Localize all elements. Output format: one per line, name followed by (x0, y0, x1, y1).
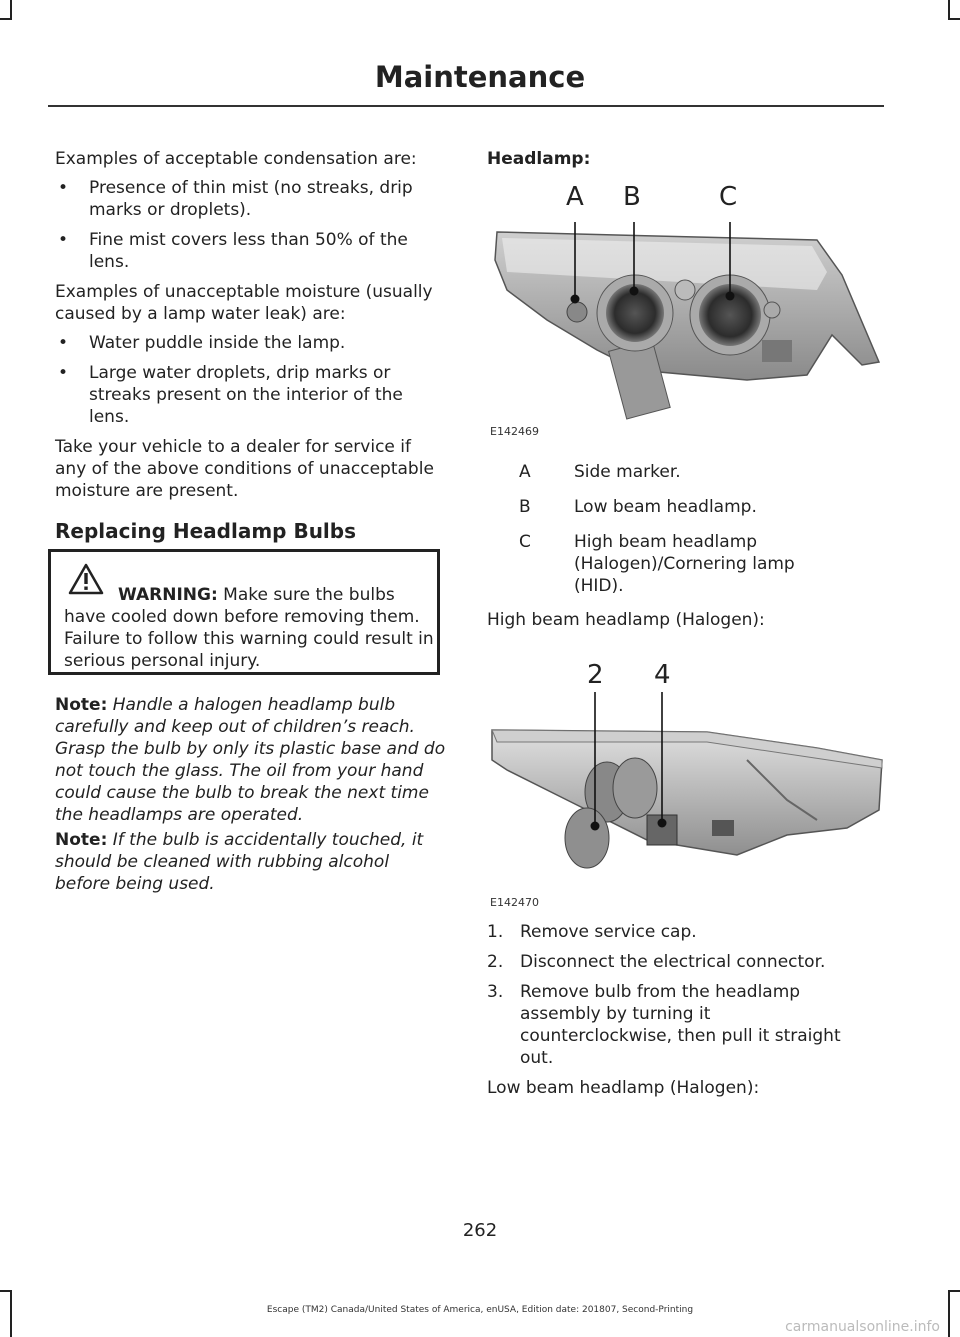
callout-b: B (623, 182, 641, 212)
callout-c: C (719, 182, 738, 212)
note-label: Note: (55, 695, 108, 715)
low-beam-label: Low beam headlamp (Halogen): (487, 1078, 760, 1098)
warning-body: Make sure the bulbs have cooled down before removing them. Failure to follow this warning could result in serious personal injury. (64, 585, 434, 671)
header-divider (48, 105, 884, 107)
warning-label: WARNING: (118, 585, 218, 605)
step-number: 3. (487, 982, 504, 1002)
note-handle-bulb (55, 694, 447, 826)
step-item (487, 981, 865, 1069)
edition-info: Escape (TM2) Canada/United States of America, enUSA, Edition date: 201807, Second-Printing (266, 1305, 694, 1315)
list-item: • Fine mist covers less than 50% of the lens. (55, 229, 447, 273)
headlamp-label: Headlamp: (487, 149, 591, 169)
high-beam-label: High beam headlamp (Halogen): (487, 610, 765, 630)
callout-a: A (566, 182, 584, 212)
acceptable-list (55, 177, 447, 273)
crop-mark (10, 0, 12, 18)
list-item: • Presence of thin mist (no streaks, drip marks or droplets). (55, 177, 447, 221)
acceptable-intro: Examples of acceptable condensation are: (55, 149, 417, 169)
legend-key: C (519, 532, 531, 552)
legend-text: Low beam headlamp. (574, 497, 757, 517)
page-title: Maintenance (374, 60, 586, 94)
headlamp-figure (487, 180, 887, 442)
high-beam-figure (487, 650, 887, 890)
crop-mark (0, 1290, 12, 1292)
watermark: carmanualsonline.info (785, 1319, 940, 1335)
step-item (487, 921, 887, 943)
unacceptable-list (55, 332, 447, 428)
note-touched-bulb (55, 829, 447, 895)
legend-text: Side marker. (574, 462, 681, 482)
step-text: Disconnect the electrical connector. (520, 952, 826, 972)
callout-4: 4 (654, 660, 671, 690)
crop-mark (0, 18, 12, 20)
figure-id: E142470 (490, 896, 539, 909)
unacceptable-intro: Examples of unacceptable moisture (usually caused by a lamp water leak) are: (55, 282, 433, 324)
list-item: • Water puddle inside the lamp. (55, 332, 447, 354)
step-item (487, 951, 887, 973)
step-text: Remove service cap. (520, 922, 697, 942)
crop-mark (948, 1290, 960, 1292)
list-item: • Large water droplets, drip marks or streaks present on the interior of the lens. (55, 362, 447, 428)
step-number: 1. (487, 922, 504, 942)
figure-id: E142469 (490, 425, 539, 438)
left-column (55, 148, 447, 542)
callout-2: 2 (587, 660, 604, 690)
legend-key: A (519, 462, 531, 482)
warning-box (48, 549, 440, 675)
warning-text (64, 584, 439, 672)
steps-list (487, 921, 887, 1099)
note-label: Note: (55, 830, 108, 850)
step-number: 2. (487, 952, 504, 972)
page-number: 262 (462, 1220, 498, 1241)
legend-key: B (519, 497, 531, 517)
section-heading: Replacing Headlamp Bulbs (55, 519, 357, 543)
crop-mark (948, 18, 960, 20)
dealer-text: Take your vehicle to a dealer for service if any of the above conditions of unacceptable moisture are present. (55, 437, 434, 501)
legend-text: High beam headlamp (Halogen)/Cornering lamp (HID). (574, 532, 795, 596)
note-text: Handle a halogen headlamp bulb carefully and keep out of children’s reach. Grasp the bulb by only its plastic base and do not touch the glass. The oil from your hand could cause the bulb to break the next time the headlamps are operated. (55, 695, 446, 825)
crop-mark (948, 0, 950, 18)
step-text: Remove bulb from the headlamp assembly by turning it counterclockwise, then pull it straight out. (520, 982, 841, 1068)
note-text: If the bulb is accidentally touched, it should be cleaned with rubbing alcohol before being used. (55, 830, 424, 894)
